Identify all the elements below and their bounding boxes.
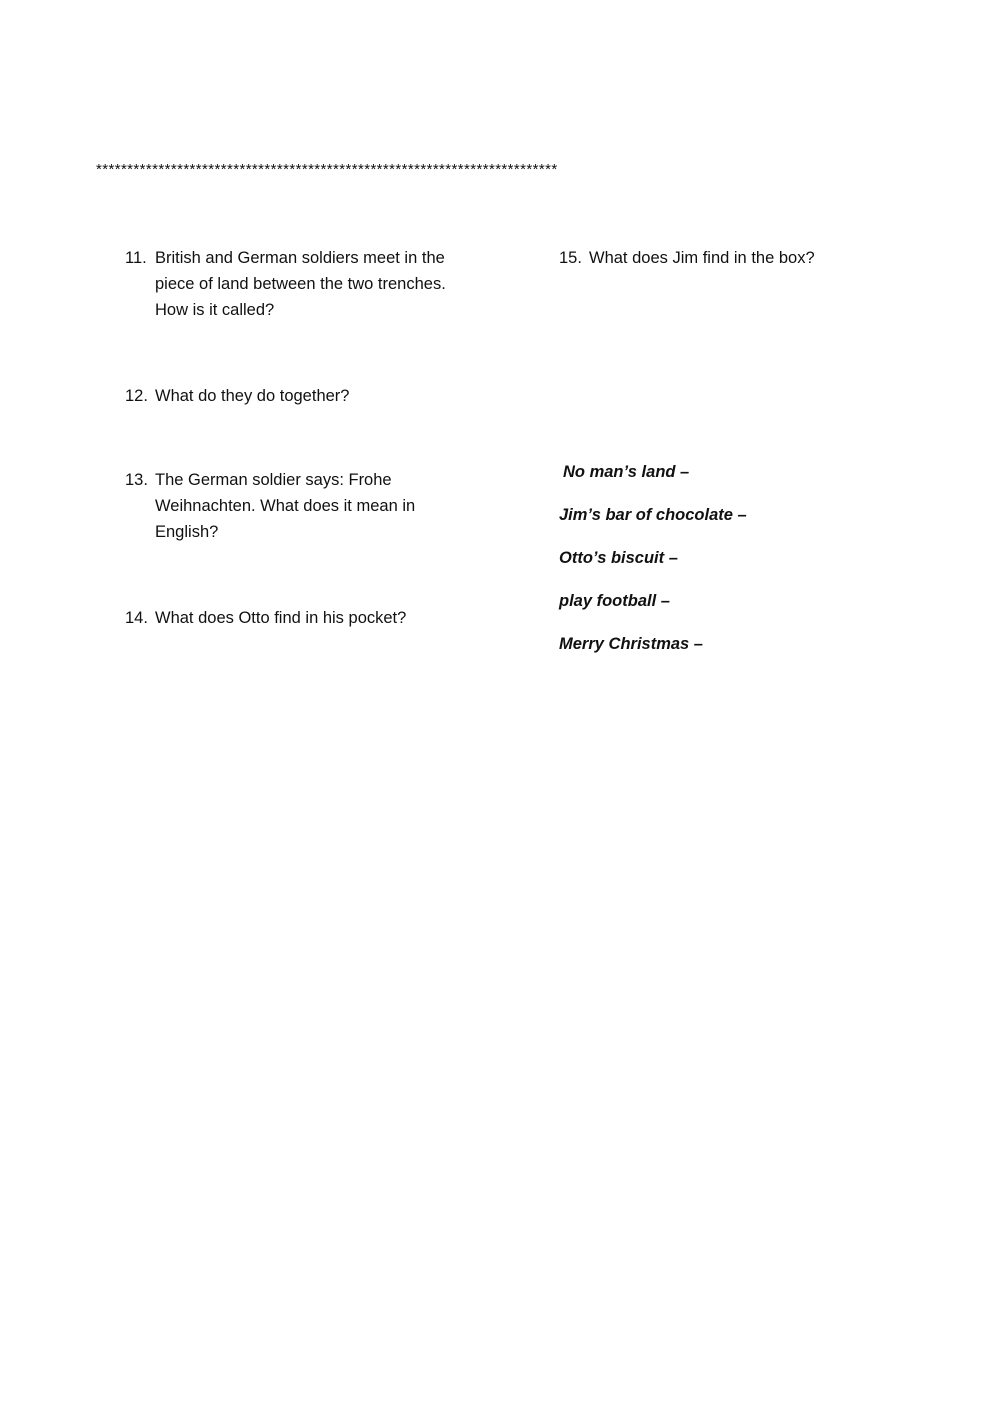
separator-line: ************************************************************************** bbox=[96, 161, 558, 178]
answer-option-football: play football – bbox=[559, 592, 670, 610]
question-15 bbox=[559, 245, 904, 271]
question-number: 11. bbox=[125, 249, 147, 267]
question-number: 13. bbox=[125, 471, 148, 489]
question-11 bbox=[125, 245, 470, 323]
question-14 bbox=[125, 605, 470, 631]
answer-option-biscuit: Otto’s biscuit – bbox=[559, 549, 678, 567]
answer-option-chocolate: Jim’s bar of chocolate – bbox=[559, 506, 747, 524]
question-number: 12. bbox=[125, 387, 148, 405]
question-text: What does Otto find in his pocket? bbox=[155, 609, 407, 627]
question-12 bbox=[125, 383, 470, 409]
question-text: The German soldier says: Frohe Weihnachten. What does it mean in English? bbox=[155, 471, 416, 541]
question-number: 14. bbox=[125, 609, 148, 627]
answer-option-no-mans-land: No man’s land – bbox=[563, 463, 690, 481]
answer-option-merry-christmas: Merry Christmas – bbox=[559, 635, 703, 653]
question-text: What do they do together? bbox=[155, 387, 350, 405]
question-text: British and German soldiers meet in the piece of land between the two trenches. How is it called? bbox=[155, 249, 446, 319]
question-number: 15. bbox=[559, 249, 582, 267]
question-text: What does Jim find in the box? bbox=[589, 249, 815, 267]
question-13 bbox=[125, 467, 445, 545]
